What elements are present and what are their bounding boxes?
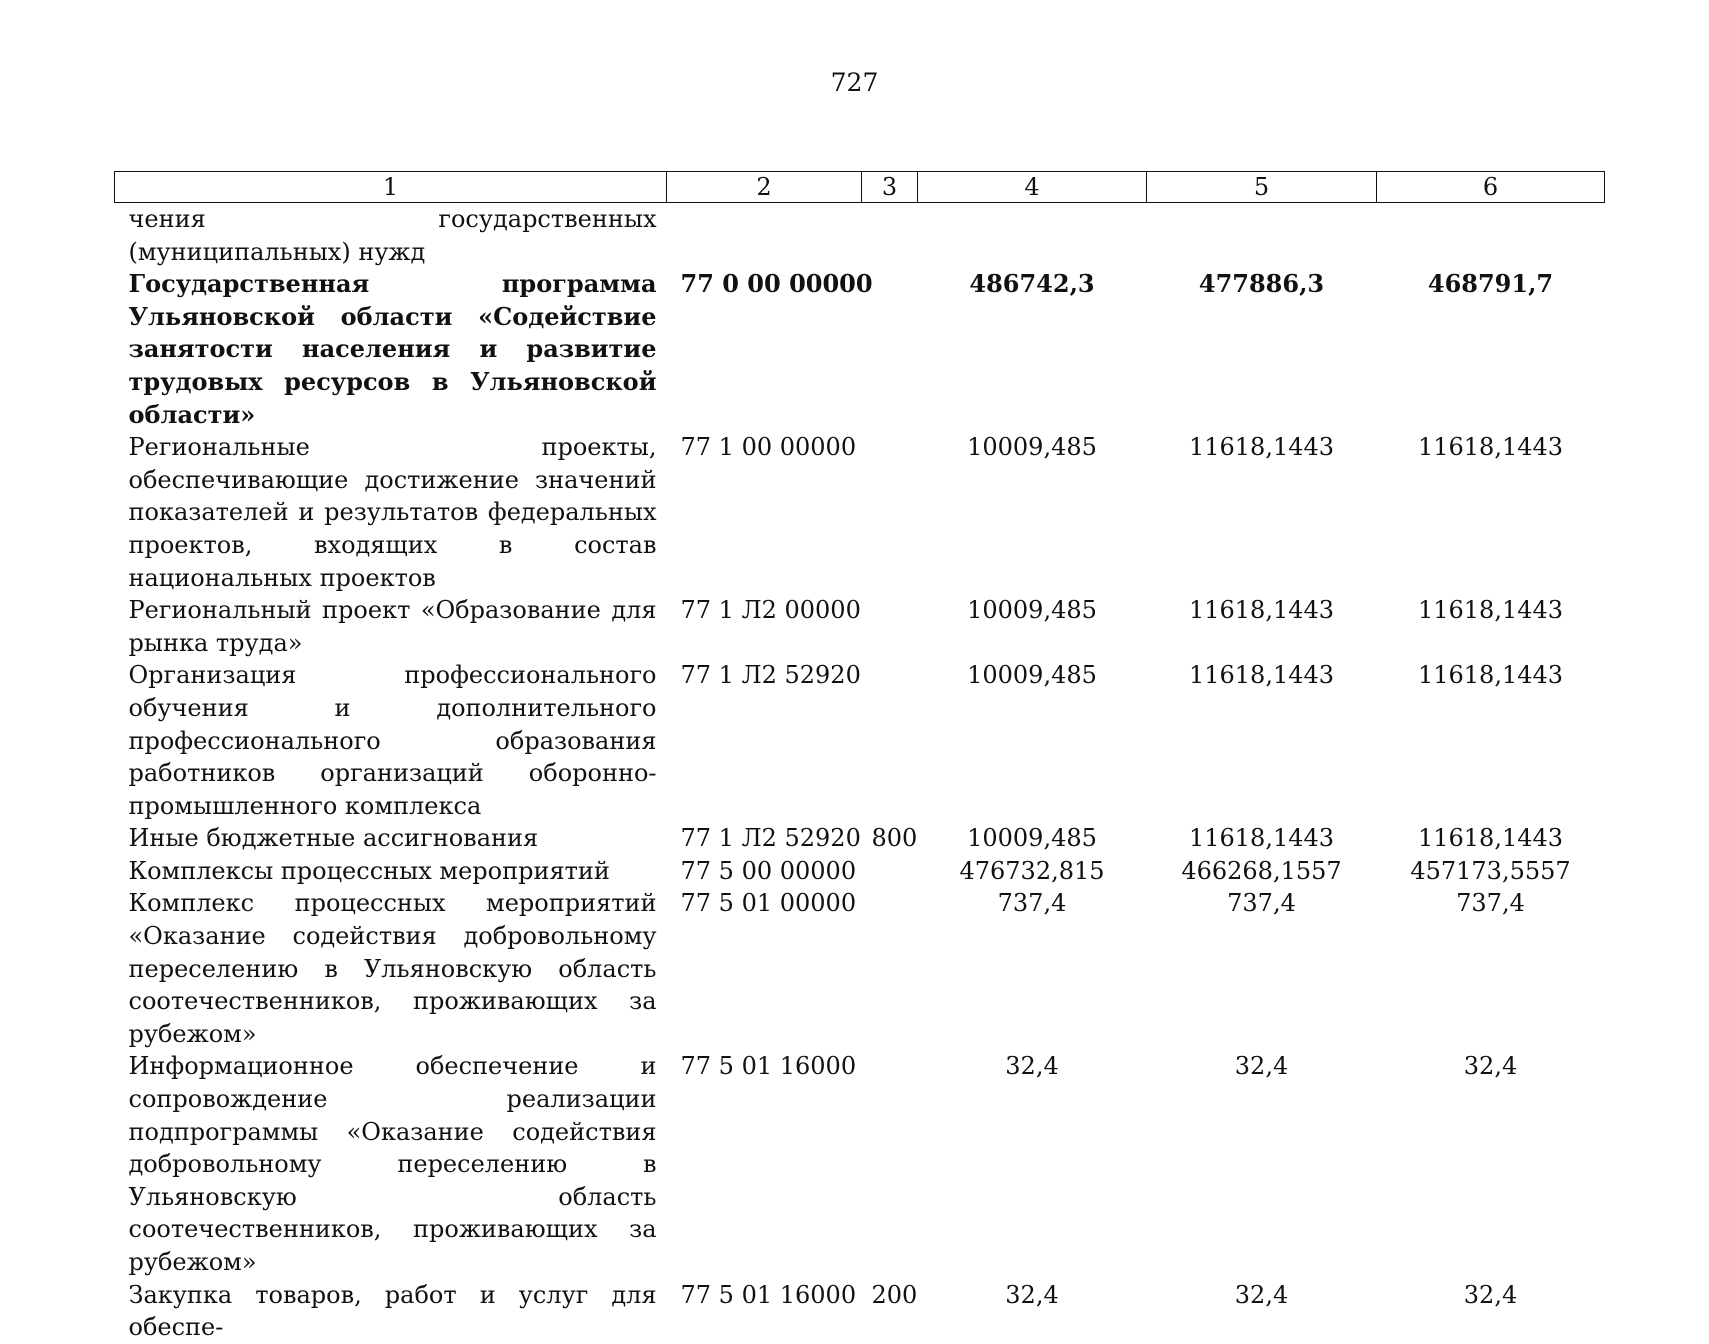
row-code: 77 5 01 16000 [680, 1052, 857, 1081]
table-row [115, 203, 1605, 269]
table-row [115, 659, 1605, 822]
row-expense-type [862, 594, 918, 659]
budget-table [114, 171, 1605, 1344]
table-row [115, 822, 1605, 855]
row-value-4: 32,4 [1005, 1280, 1059, 1309]
column-header-3: 3 [862, 172, 918, 203]
row-value-4: 486742,3 [969, 269, 1095, 299]
row-value-6: 457173,5557 [1410, 856, 1571, 885]
row-expense-type [862, 203, 918, 269]
row-name: Закупка товаров, работ и услуг для обеспе- [128, 1280, 657, 1342]
column-header-1: 1 [115, 172, 667, 203]
row-name: Иные бюджетные ассигнования [128, 824, 539, 853]
row-value-4: 10009,485 [967, 596, 1097, 625]
row-value-6: 11618,1443 [1417, 824, 1564, 853]
row-code: 77 5 01 00000 [680, 889, 857, 918]
column-header-5: 5 [1147, 172, 1377, 203]
row-value-4: 32,4 [1005, 1052, 1059, 1081]
row-value-5: 466268,1557 [1181, 856, 1342, 885]
row-code: 77 0 00 00000 [680, 269, 873, 299]
row-expense-type [862, 431, 918, 594]
row-value-5: 737,4 [1227, 889, 1296, 918]
row-value-5: 32,4 [1234, 1280, 1289, 1309]
row-value-4: 10009,485 [967, 433, 1097, 462]
column-header-2: 2 [667, 172, 862, 203]
row-value-6 [1377, 203, 1605, 269]
page-number: 727 [830, 68, 879, 97]
row-value-4: 476732,815 [959, 856, 1105, 885]
row-value-5: 11618,1443 [1188, 433, 1335, 462]
row-value-4: 737,4 [997, 889, 1067, 918]
table-row [115, 594, 1605, 659]
row-code [667, 203, 862, 269]
row-value-5: 11618,1443 [1188, 661, 1335, 690]
row-value-6: 11618,1443 [1417, 433, 1564, 462]
row-expense-type [862, 887, 918, 1050]
table-row [115, 1279, 1605, 1344]
row-name: Региональные проекты, обеспечивающие достижение значений показателей и результатов федеральных проектов, входящих в состав национальных проектов [128, 433, 657, 592]
row-expense-type: 800 [871, 824, 918, 853]
row-expense-type [862, 659, 918, 822]
row-value-6: 11618,1443 [1417, 596, 1564, 625]
row-value-6: 32,4 [1463, 1052, 1518, 1081]
row-code: 77 1 Л2 52920 [680, 661, 861, 690]
row-expense-type [862, 1050, 918, 1278]
row-name: Комплекс процессных мероприятий «Оказание содействия добровольному переселению в Ульяновскую область соотечественников, проживающих за рубежом» [128, 889, 657, 1048]
row-value-5: 32,4 [1234, 1052, 1289, 1081]
column-header-6: 6 [1377, 172, 1605, 203]
row-value-4: 10009,485 [967, 661, 1097, 690]
row-name: Региональный проект «Образование для рынка труда» [128, 596, 657, 657]
row-value-5: 477886,3 [1198, 269, 1325, 299]
row-value-4 [918, 203, 1147, 269]
row-value-6: 737,4 [1456, 889, 1525, 918]
row-name: Информационное обеспечение и сопровождение реализации подпрограммы «Оказание содействия добровольному переселению в Ульяновскую область соотечественников, проживающих за рубежом» [128, 1052, 657, 1276]
row-expense-type [862, 855, 918, 888]
column-header-4: 4 [918, 172, 1147, 203]
row-value-6: 11618,1443 [1417, 661, 1564, 690]
row-name: чения государственных (муниципальных) нужд [128, 205, 657, 266]
table-row [115, 431, 1605, 594]
row-code: 77 1 Л2 00000 [680, 596, 861, 625]
row-value-5: 11618,1443 [1188, 824, 1335, 853]
row-value-5: 11618,1443 [1188, 596, 1335, 625]
table-header-row [115, 172, 1605, 203]
row-value-6: 32,4 [1463, 1280, 1518, 1309]
row-name: Организация профессионального обучения и дополнительного профессионального образования работников организаций оборонно-промышленного комплекса [128, 661, 657, 820]
row-value-6: 468791,7 [1427, 269, 1554, 299]
row-name: Комплексы процессных мероприятий [128, 856, 610, 885]
table-row [115, 887, 1605, 1050]
row-code: 77 5 00 00000 [680, 856, 857, 885]
row-value-4: 10009,485 [967, 824, 1097, 853]
row-code: 77 1 00 00000 [680, 433, 857, 462]
table-row [115, 268, 1605, 431]
row-expense-type: 200 [871, 1280, 918, 1309]
row-code: 77 1 Л2 52920 [680, 824, 861, 853]
row-name: Государственная программа Ульяновской области «Содействие занятости населения и развитие трудовых ресурсов в Ульяновской области» [128, 269, 657, 429]
row-value-5 [1147, 203, 1377, 269]
row-code: 77 5 01 16000 [680, 1280, 857, 1309]
table-row [115, 855, 1605, 888]
table-row [115, 1050, 1605, 1278]
